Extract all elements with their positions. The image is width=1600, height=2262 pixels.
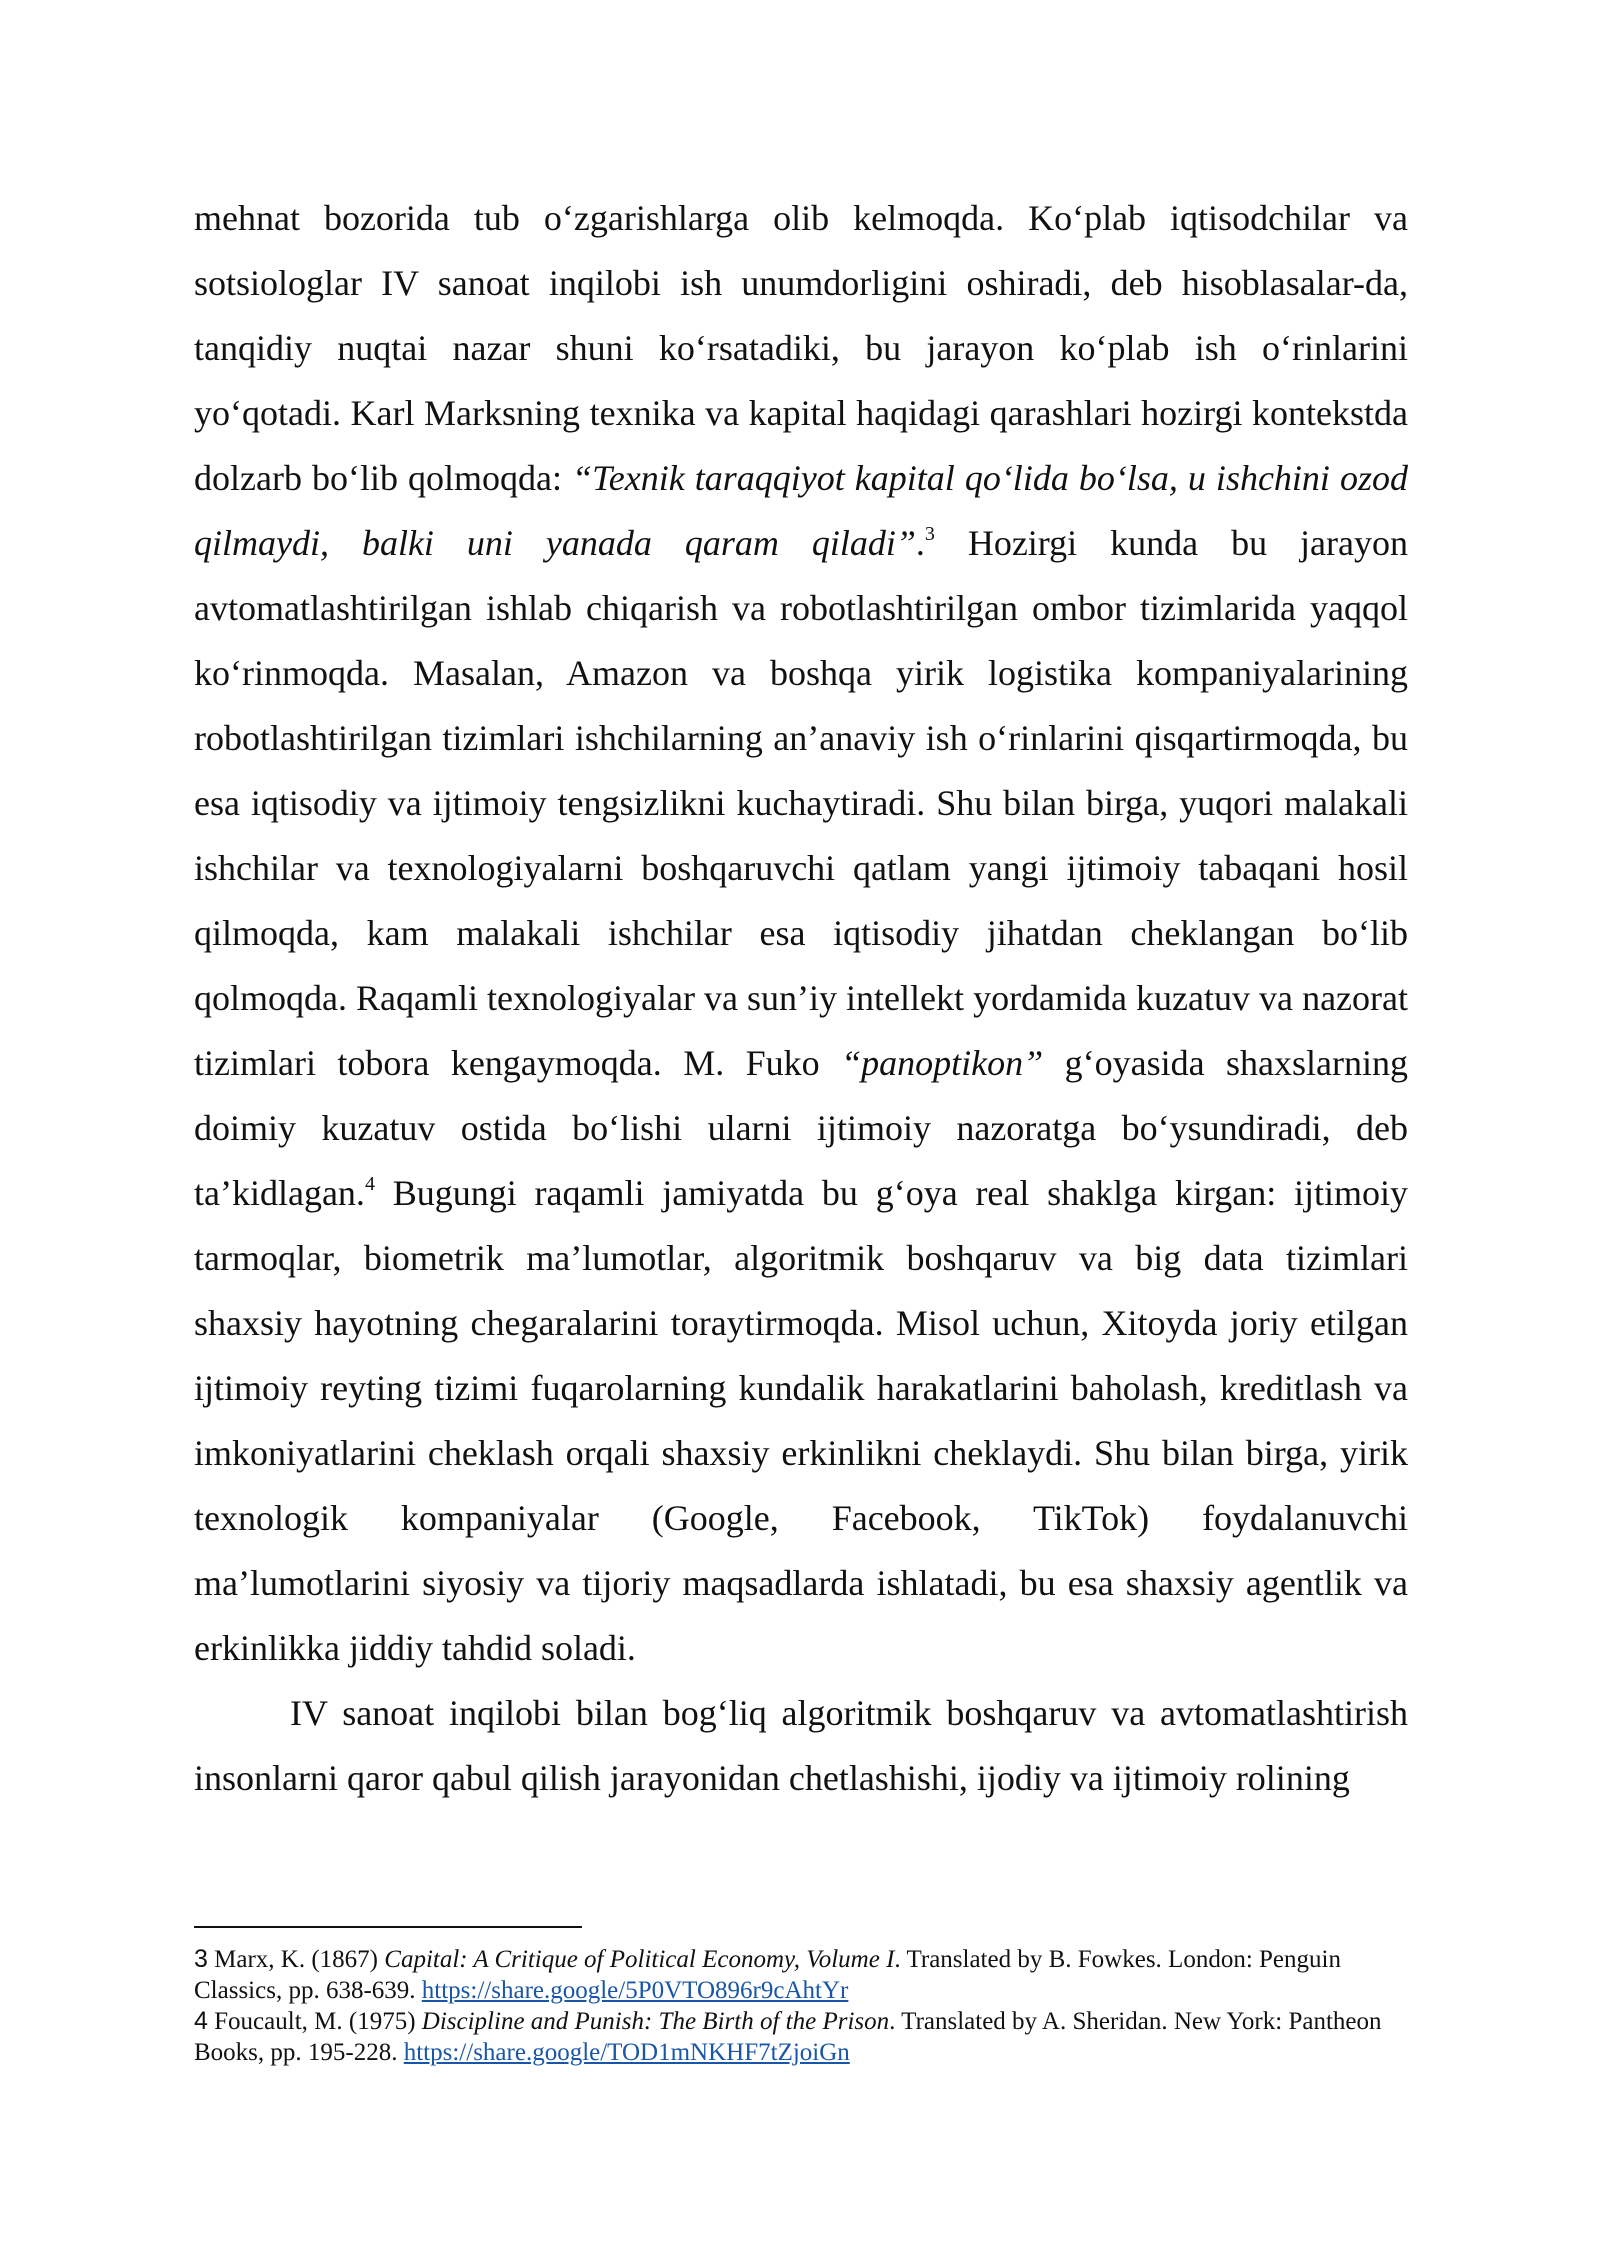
- paragraph-1-text-d: g‘oyasida shaxslarning doimiy kuzatuv ostida bo‘lishi ularni ijtimoiy nazoratga bo‘ysundiradi, deb ta’kidlagan.: [194, 1043, 1408, 1213]
- marx-quote: “Texnik taraqqiyot kapital qo‘lida bo‘lsa, u ishchini ozod qilmaydi, balki uni yanada qaram qiladi”: [194, 458, 1408, 563]
- footnote-link[interactable]: https://share.google/TOD1mNKHF7tZjoiGn: [403, 2039, 850, 2066]
- footnote-ref-3[interactable]: 3: [924, 523, 935, 545]
- footnote-number: 4: [194, 2007, 208, 2035]
- paragraph-1-text-a: mehnat bozorida tub o‘zgarishlarga olib kelmoqda. Ko‘plab iqtisodchilar va sotsiologlar IV sanoat inqilobi ish unumdorligini oshiradi, deb hisoblasalar-da, tanqidiy nuqtai nazar shuni ko‘rsatadiki, bu jarayon ko‘plab ish o‘rinlarini yo‘qotadi. Karl Marksning texnika va kapital haqidagi qarashlari hozirgi kontekstda dolzarb bo‘lib qolmoqda:: [194, 198, 1408, 498]
- paragraph-1-text-e: Bugungi raqamli jamiyatda bu g‘oya real shaklga kirgan: ijtimoiy tarmoqlar, biometrik ma’lumotlar, algoritmik boshqaruv va big data tizimlari shaxsiy hayotning chegaralarini toraytirmoqda. Misol uchun, Xitoyda joriy etilgan ijtimoiy reyting tizimi fuqarolarning kundalik harakatlarini baholash, kreditlash va imkoniyatlarini cheklash orqali shaxsiy erkinlikni cheklaydi. Shu bilan birga, yirik texnologik kompaniyalar (Google, Facebook, TikTok) foydalanuvchi ma’lumotlarini siyosiy va tijoriy maqsadlarda ishlatadi, bu esa shaxsiy agentlik va erkinlikka jiddiy tahdid soladi.: [194, 1173, 1408, 1668]
- footnote-link[interactable]: https://share.google/5P0VTO896r9cAhtYr: [421, 1977, 849, 2004]
- footnote-3: [194, 1944, 1408, 2006]
- footnote-text: . Translated by A. Sheridan. New York: Pantheon Books, pp. 195-228.: [194, 2008, 1382, 2066]
- footnote-text: Foucault, M. (1975): [207, 2008, 422, 2035]
- footnote-title: Capital: A Critique of Political Economy, Volume I: [384, 1946, 895, 1973]
- body-text: [194, 186, 1408, 1811]
- paragraph-1-text-b: .: [915, 523, 925, 563]
- footnote-separator: [194, 1926, 582, 1928]
- panoptikon-term: “panoptikon”: [841, 1043, 1044, 1083]
- footnote-text: Marx, K. (1867): [207, 1946, 385, 1973]
- footnote-4: [194, 2006, 1408, 2068]
- footnote-number: 3: [194, 1945, 208, 1973]
- paragraph-2: IV sanoat inqilobi bilan bog‘liq algoritmik boshqaruv va avtomatlashtirish insonlarni qaror qabul qilish jarayonidan chetlashishi, ijodiy va ijtimoiy rolining: [194, 1693, 1408, 1798]
- footnote-title: Discipline and Punish: The Birth of the Prison: [421, 2008, 890, 2035]
- footnote-ref-4[interactable]: 4: [364, 1173, 375, 1195]
- paragraph-1-text-c: Hozirgi kunda bu jarayon avtomatlashtirilgan ishlab chiqarish va robotlashtirilgan ombor tizimlarida yaqqol ko‘rinmoqda. Masalan, Amazon va boshqa yirik logistika kompaniyalarining robotlashtirilgan tizimlari ishchilarning an’anaviy ish o‘rinlarini qisqartirmoqda, bu esa iqtisodiy va ijtimoiy tengsizlikni kuchaytiradi. Shu bilan birga, yuqori malakali ishchilar va texnologiyalarni boshqaruvchi qatlam yangi ijtimoiy tabaqani hosil qilmoqda, kam malakali ishchilar esa iqtisodiy jihatdan cheklangan bo‘lib qolmoqda. Raqamli texnologiyalar va sun’iy intellekt yordamida kuzatuv va nazorat tizimlari tobora kengaymoqda. M. Fuko: [194, 523, 1408, 1083]
- footnotes: [194, 1944, 1408, 2068]
- paragraph-1: [194, 186, 1408, 1681]
- footnote-text: . Translated by B. Fowkes. London: Penguin Classics, pp. 638-639.: [194, 1946, 1341, 2004]
